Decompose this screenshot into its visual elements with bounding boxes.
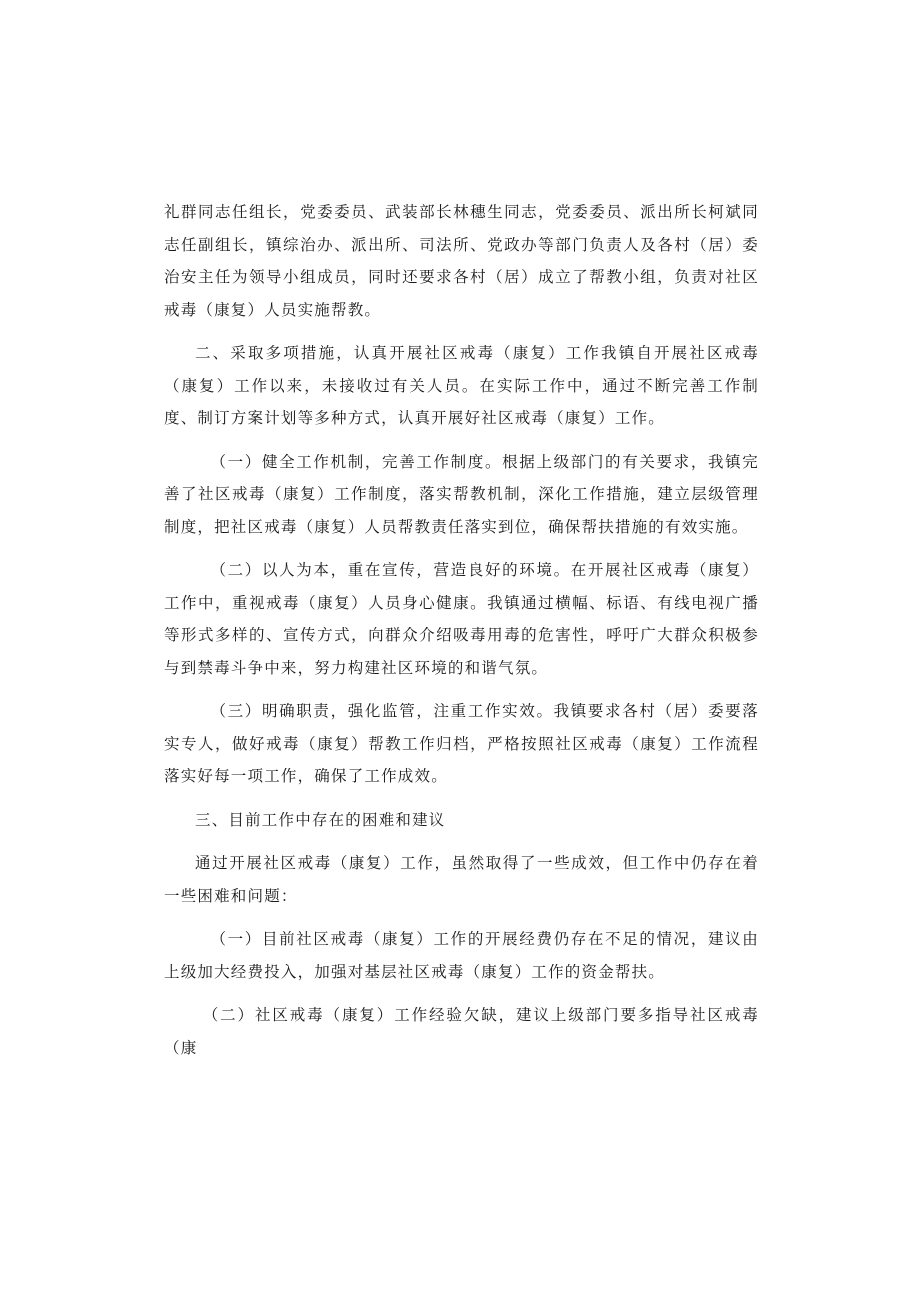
paragraph-difficulties-intro: 通过开展社区戒毒（康复）工作，虽然取得了一些成效，但工作中仍存在着一些困难和问题： (164, 854, 759, 905)
document-body (164, 196, 759, 1075)
paragraph-suggestion-two: （二）社区戒毒（康复）工作经验欠缺，建议上级部门要多指导社区戒毒（康 (164, 1006, 759, 1057)
section-heading-two: 二、采取多项措施，认真开展社区戒毒（康复）工作我镇自开展社区戒毒（康复）工作以来，未接收过有关人员。在实际工作中，通过不断完善工作制度、制订方案计划等多种方式，认真开展好社区戒毒（康复）工作。 (164, 344, 759, 427)
paragraph-item-three: （三）明确职责，强化监管，注重工作实效。我镇要求各村（居）委要落实专人，做好戒毒（康复）帮教工作归档，严格按照社区戒毒（康复）工作流程落实好每一项工作，确保了工作成效。 (164, 702, 759, 785)
paragraph-suggestion-one: （一）目前社区戒毒（康复）工作的开展经费仍存在不足的情况，建议由上级加大经费投入，加强对基层社区戒毒（康复）工作的资金帮扶。 (164, 930, 759, 981)
paragraph-leading-group: 礼群同志任组长，党委委员、武装部长林穗生同志，党委委员、派出所长柯斌同志任副组长，镇综治办、派出所、司法所、党政办等部门负责人及各村（居）委治安主任为领导小组成员，同时还要求各村（居）成立了帮教小组，负责对社区戒毒（康复）人员实施帮教。 (164, 203, 759, 319)
paragraph-item-one: （一）健全工作机制，完善工作制度。根据上级部门的有关要求，我镇完善了社区戒毒（康复）工作制度，落实帮教机制，深化工作措施，建立层级管理制度，把社区戒毒（康复）人员帮教责任落实到位，确保帮扶措施的有效实施。 (164, 452, 759, 536)
paragraph-item-two: （二）以人为本，重在宣传，营造良好的环境。在开展社区戒毒（康复）工作中，重视戒毒（康复）人员身心健康。我镇通过横幅、标语、有线电视广播等形式多样的、宣传方式，向群众介绍吸毒用毒的危害性，呼吁广大群众积极参与到禁毒斗争中来，努力构建社区环境的和谐气氛。 (164, 561, 759, 677)
section-heading-three: 三、目前工作中存在的困难和建议 (195, 810, 446, 829)
